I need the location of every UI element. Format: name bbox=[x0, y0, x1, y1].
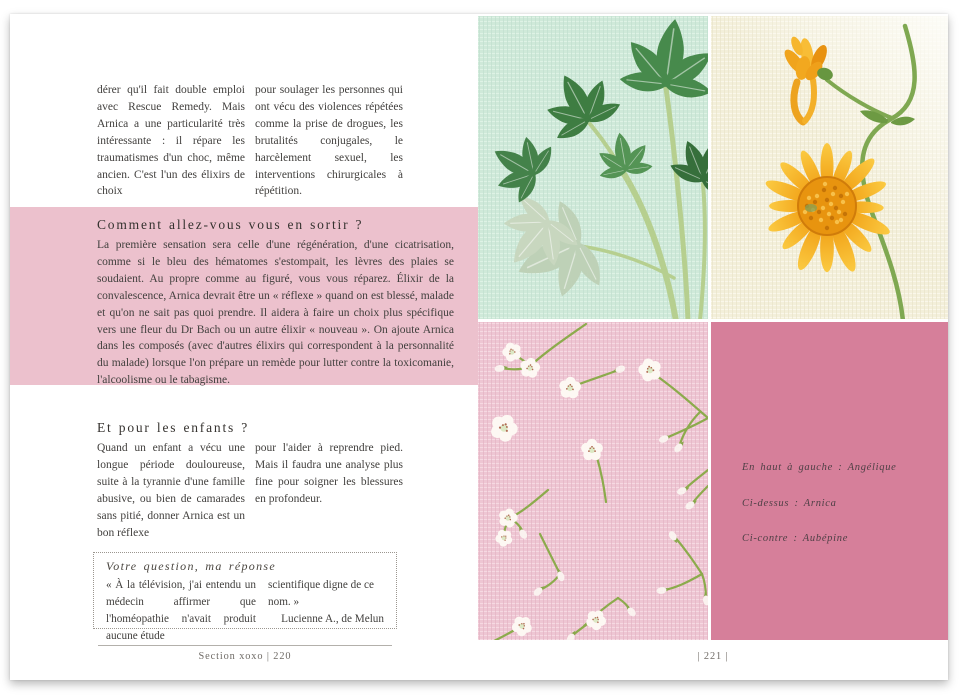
pink-highlight-section bbox=[10, 207, 478, 385]
book-spread bbox=[10, 14, 948, 680]
question-box-columns bbox=[106, 577, 386, 645]
pink-section-body: La première sensation sera celle d'une régénération, d'une cicatrisation, comme si le bleu des hématomes s'estompait, les lèvres des plaies se soudaient. Au propre comme au figuré, vous vous réparez. Élixir de la convalescence, Arnica devrait être un « réflexe » quand on est blessé, malade et qu'on ne sait pas quoi prendre. Il aidera à faire un choix plus spécifique vers une fleur du Dr Bach ou un autre élixir « nouveau ». On ajoute Arnica dans les composés (avec d'autres élixirs qui correspondent à la personnalité du malade) lorsque l'on prépare un remède pour lutter contre la toxicomanie, l'alcoolisme ou le tabagisme. bbox=[97, 239, 454, 387]
caption-block bbox=[711, 322, 948, 640]
intro-column-1: dérer qu'il fait double emploi avec Rescue Remedy. Mais Arnica a une particularité très intéressante : il répare les traumatismes d'un choc, même ancien. C'est l'un des élixirs de choix bbox=[97, 84, 245, 198]
question-box-column-1: « À la télévision, j'ai entendu un médecin affirmer que l'homéopathie n'avait produit aucune étude bbox=[106, 579, 256, 642]
aubepine-photo bbox=[478, 322, 708, 640]
question-quote-end: scientifique digne de ce nom. » bbox=[268, 579, 374, 608]
children-column-1: Quand un enfant a vécu une longue période douloureuse, suite à la tyrannie d'une famille abusive, ou bien de camarades sans pitié, donner Arnica est un bon réflexe bbox=[97, 442, 245, 539]
question-box-title: Votre question, ma réponse bbox=[106, 559, 277, 573]
pink-section-heading: Comment allez-vous vous en sortir ? bbox=[97, 217, 364, 232]
caption-arnica: Ci-dessus : Arnica bbox=[742, 498, 837, 509]
footer-rule bbox=[98, 645, 392, 646]
children-section-heading: Et pour les enfants ? bbox=[97, 420, 250, 435]
angelique-photo bbox=[478, 16, 708, 319]
question-box-column-2 bbox=[268, 577, 386, 645]
right-page-folio: | 221 | bbox=[697, 651, 729, 662]
arnica-photo bbox=[711, 16, 948, 319]
caption-angelique: En haut à gauche : Angélique bbox=[742, 462, 897, 473]
children-column-2: pour l'aider à reprendre pied. Mais il faudra une analyse plus fine pour soigner les blessures en profondeur. bbox=[255, 442, 403, 505]
children-columns bbox=[97, 440, 403, 541]
intro-column-2: pour soulager les personnes qui ont vécu des violences répétées comme la prise de drogues, les brutalités conjugales, le harcèlement sexuel, les interventions chirurgicales à répétition. bbox=[255, 84, 403, 198]
intro-columns bbox=[97, 82, 403, 200]
caption-aubepine: Ci-contre : Aubépine bbox=[742, 533, 849, 544]
question-box bbox=[93, 552, 397, 642]
question-attribution: Lucienne A., de Melun bbox=[281, 613, 384, 625]
left-page-folio: Section xoxo | 220 bbox=[198, 651, 292, 662]
